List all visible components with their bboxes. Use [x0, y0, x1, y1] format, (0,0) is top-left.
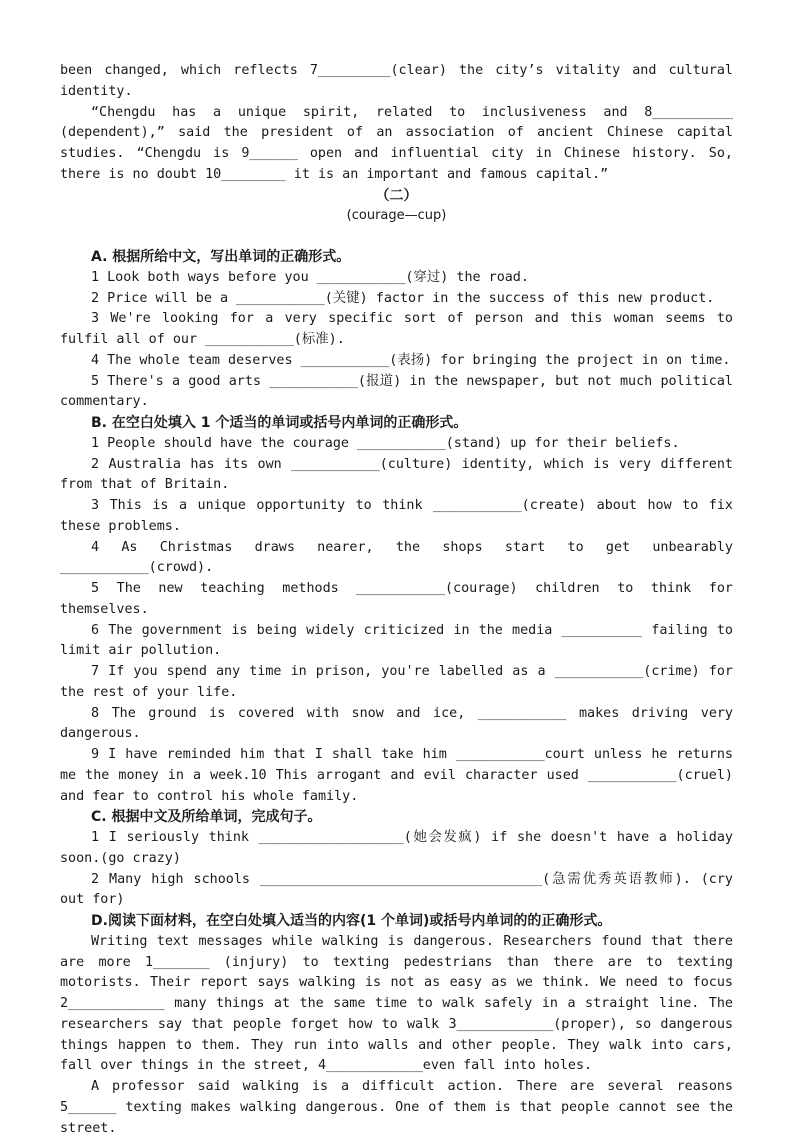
part-b-item: 7 If you spend any time in prison, you're labelled as a ___________(crime) for the rest of your life.	[60, 664, 733, 700]
part-a-item: 4 The whole team deserves ___________(表扬) for bringing the project in on time.	[91, 352, 731, 368]
part-a-heading: A. 根据所给中文，写出单词的正确形式。	[91, 249, 351, 265]
part-b-item: 9 I have reminded him that I shall take him ___________court unless he returns me the money in a week.10 This arrogant and evil character used ___________(cruel) and fear to control his whole family.	[60, 747, 733, 804]
part-c-item: 1 I seriously think __________________(她会发疯) if she doesn't have a holiday soon.(go crazy)	[60, 830, 733, 866]
part-b-item: 8 The ground is covered with snow and ice, ___________ makes driving very dangerous.	[60, 705, 733, 742]
part-b-item: 6 The government is being widely criticized in the media __________ failing to limit air pollution.	[60, 622, 733, 659]
part-b-item: 4 As Christmas draws nearer, the shops start to get unbearably ___________(crowd).	[60, 539, 733, 576]
part-d-paragraph-1: Writing text messages while walking is dangerous. Researchers found that there are more 1_______ (injury) to texting pedestrians than there are to texting motorists. Their report says walking is not as easy as we think. We need to focus 2____________ many things at the same time to walk safely in a straight line. The researchers say that people forget how to walk 3____________(proper), so dangerous things happen to them. They run into walls and other people. They walk into cars, fall over things in the street, 4____________even fall into holes.	[60, 933, 733, 1074]
part-d-heading: D.阅读下面材料，在空白处填入适当的内容(1 个单词)或括号内单词的的正确形式。	[91, 913, 612, 929]
part-c-heading: C. 根据中文及所给单词，完成句子。	[91, 809, 322, 826]
part-a-item: 3 We're looking for a very specific sort of person and this woman seems to fulfil all of our ___________(标准).	[60, 311, 733, 347]
part-d-paragraph-2: A professor said walking is a difficult action. There are several reasons 5______ texting makes walking dangerous. One of them is that people cannot see the street.	[60, 1079, 733, 1136]
spacer	[60, 227, 733, 247]
worksheet-page	[60, 61, 733, 1139]
part-b-item: 3 This is a unique opportunity to think ___________(create) about how to fix these problems.	[60, 498, 733, 534]
part-a-item: 1 Look both ways before you ___________(穿过) the road.	[91, 269, 529, 285]
part-a-item: 2 Price will be a ___________(关键) factor in the success of this new product.	[91, 290, 715, 306]
intro-paragraph-2: “Chengdu has a unique spirit, related to inclusiveness and 8__________ (dependent),” said the president of an association of ancient Chinese capital studies. “Chengdu is 9______ open and influential city in Chinese history. So, there is no doubt 10________ it is an important and famous capital.”	[60, 104, 733, 182]
part-b-heading: B. 在空白处填入 1 个适当的单词或括号内单词的正确形式。	[91, 415, 468, 431]
part-b-item: 5 The new teaching methods ___________(courage) children to think for themselves.	[60, 581, 733, 617]
section-title: （二）	[375, 187, 418, 204]
intro-paragraph-1: been changed, which reflects 7_________(clear) the city’s vitality and cultural identity.	[60, 63, 733, 99]
part-b-item: 1 People should have the courage ___________(stand) up for their beliefs.	[91, 435, 680, 451]
part-a-item: 5 There's a good arts ___________(报道) in the newspaper, but not much political commentary.	[60, 373, 733, 410]
part-b-item: 2 Australia has its own ___________(culture) identity, which is very different from that of Britain.	[60, 456, 733, 493]
section-subtitle: (courage—cup)	[346, 208, 447, 224]
part-c-item: 2 Many high schools ___________________________________(急需优秀英语教师). (cry out for)	[60, 871, 733, 908]
